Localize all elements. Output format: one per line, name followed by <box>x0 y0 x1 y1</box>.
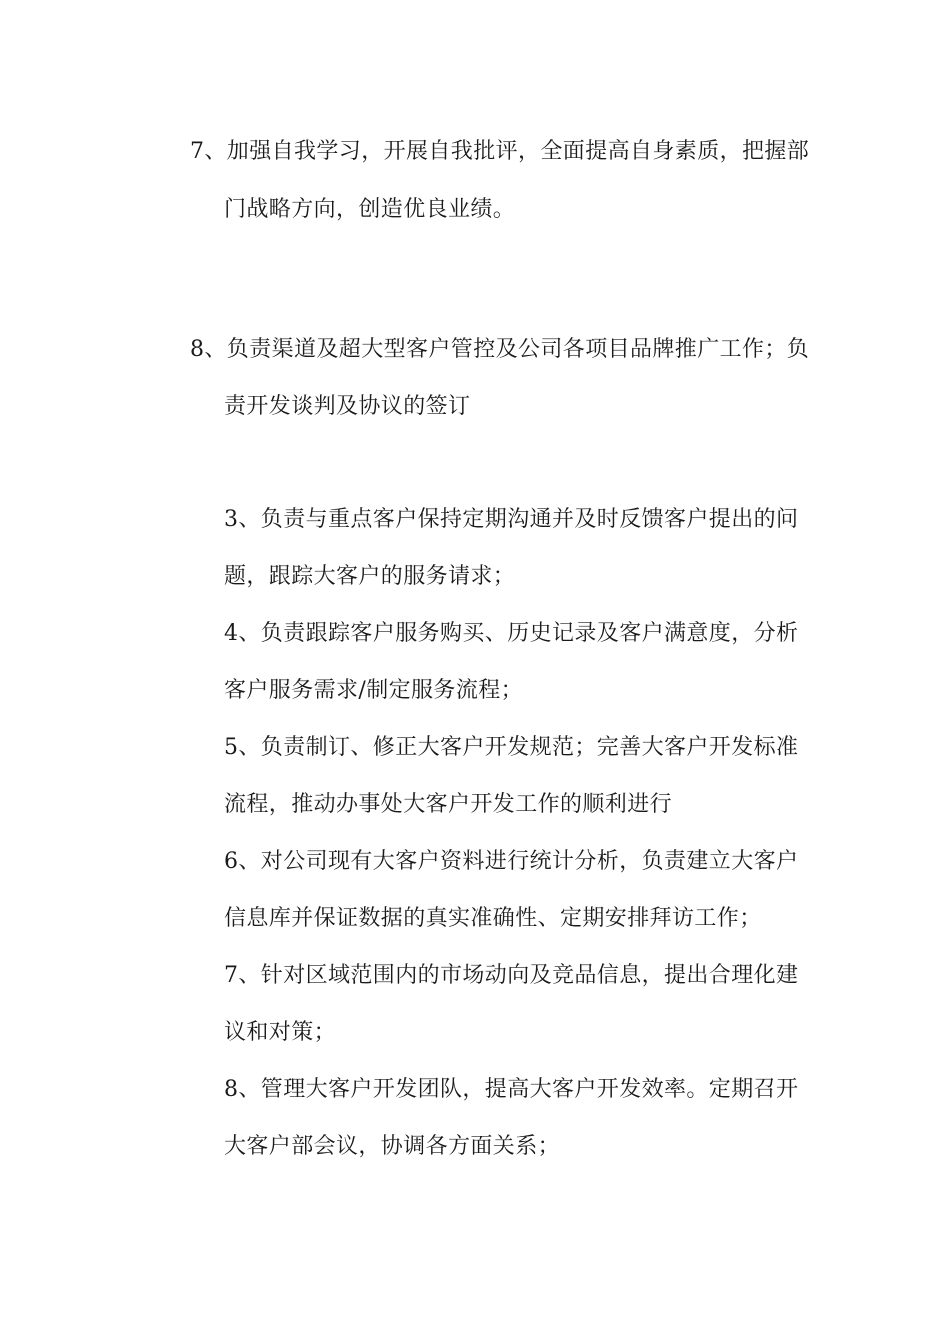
paragraph-4-line-2: 客户服务需求/制定服务流程； <box>224 678 524 703</box>
paragraph-8a-line-2: 责开发谈判及协议的签订 <box>224 394 471 419</box>
paragraph-6-line-2: 信息库并保证数据的真实准确性、定期安排拜访工作； <box>224 906 762 931</box>
paragraph-7b-line-2: 议和对策； <box>224 1020 337 1045</box>
paragraph-4-line-1: 4、负责跟踪客户服务购买、历史记录及客户满意度，分析 <box>224 621 799 646</box>
paragraph-8a-line-1: 8、负责渠道及超大型客户管控及公司各项目品牌推广工作；负 <box>190 337 810 362</box>
paragraph-7a-line-2: 门战略方向，创造优良业绩。 <box>224 197 516 222</box>
paragraph-3-line-2: 题，跟踪大客户的服务请求； <box>224 564 516 589</box>
paragraph-6-line-1: 6、对公司现有大客户资料进行统计分析，负责建立大客户 <box>224 849 799 874</box>
paragraph-8b-line-1: 8、管理大客户开发团队，提高大客户开发效率。定期召开 <box>224 1077 799 1102</box>
paragraph-7a-line-1: 7、加强自我学习，开展自我批评，全面提高自身素质，把握部 <box>190 139 810 164</box>
paragraph-7b-line-1: 7、针对区域范围内的市场动向及竞品信息，提出合理化建 <box>224 963 799 988</box>
paragraph-5-line-2: 流程，推动办事处大客户开发工作的顺利进行 <box>224 792 673 817</box>
paragraph-5-line-1: 5、负责制订、修正大客户开发规范；完善大客户开发标准 <box>224 735 799 760</box>
paragraph-8b-line-2: 大客户部会议，协调各方面关系； <box>224 1134 561 1159</box>
paragraph-3-line-1: 3、负责与重点客户保持定期沟通并及时反馈客户提出的问 <box>224 507 799 532</box>
